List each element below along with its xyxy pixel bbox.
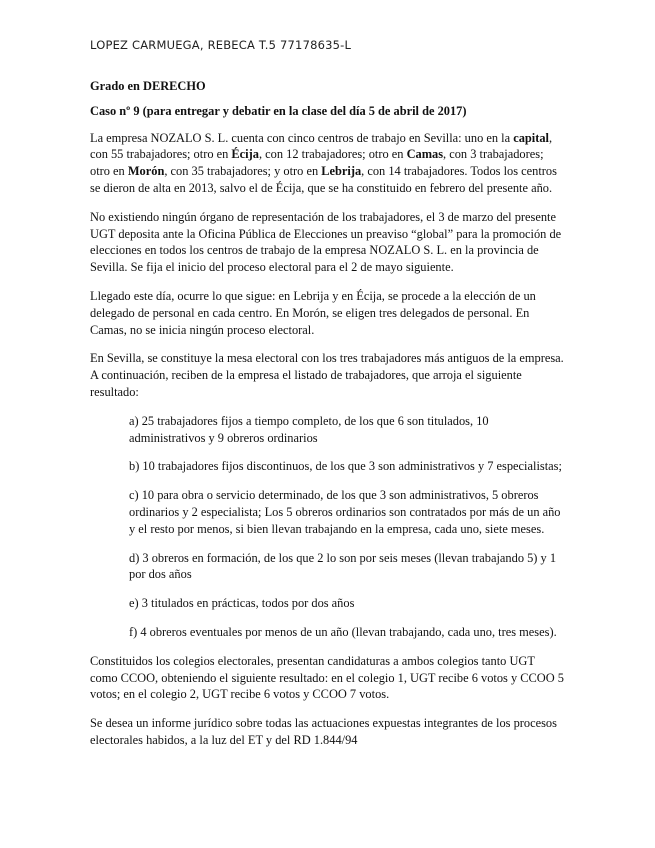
bold-moron: Morón — [127, 164, 165, 179]
paragraph-preaviso: No existiendo ningún órgano de representación de los trabajadores, el 3 de marzo del presente UGT deposita ante la Oficina Pública de Elecciones un preaviso “global” para la promoción de elecciones en todos los centros de trabajo de la empresa NOZALO S. L. en la provincia de Sevilla. Se fija el inicio del proceso electoral para el 2 de mayo siguiente. — [90, 209, 562, 275]
paragraph-mesa-electoral: En Sevilla, se constituye la mesa electoral con los tres trabajadores más antiguos de la empresa. A continuación, reciben de la empresa el listado de trabajadores, que arroja el siguiente resultado: — [90, 351, 564, 399]
bold-camas: Camas — [406, 147, 444, 162]
text-run: , con 12 trabajadores; otro en — [258, 147, 407, 162]
list-item: a) 25 trabajadores fijos a tiempo completo, de los que 6 son titulados, 10 administrativos y 9 obreros ordinarios — [129, 413, 489, 445]
bold-ecija: Écija — [231, 147, 259, 162]
list-item: f) 4 obreros eventuales por menos de un año (llevan trabajando, cada uno, tres meses). — [129, 624, 557, 639]
bold-lebrija: Lebrija — [321, 164, 362, 179]
case-title: Caso nº 9 (para entregar y debatir en la clase del día 5 de abril de 2017) — [90, 103, 467, 118]
page-header: LOPEZ CARMUEGA, REBECA T.5 77178635-L — [90, 38, 352, 52]
paragraph-elecciones: Llegado este día, ocurre lo que sigue: en Lebrija y en Écija, se procede a la elección de un delegado de personal en cada centro. En Morón, se eligen tres delegados de personal. En Camas, no se inicia ningún proceso electoral. — [90, 288, 536, 337]
list-item: d) 3 obreros en formación, de los que 2 lo son por seis meses (llevan trabajando 5) y 1 por dos años — [129, 550, 557, 582]
list-item: b) 10 trabajadores fijos discontinuos, de los que 3 son administrativos y 7 especialistas; — [129, 459, 562, 474]
paragraph-informe: Se desea un informe jurídico sobre todas las actuaciones expuestas integrantes de los procesos electorales habidos, a la luz del ET y del RD 1.844/94 — [90, 716, 557, 747]
text-run: La empresa NOZALO S. L. cuenta con cinco centros de trabajo en Sevilla: uno en la — [90, 130, 514, 145]
degree-title: Grado en DERECHO — [90, 79, 206, 93]
text-run: , con 14 trabajadores. Todos los centros se dieron de alta en 2013, salvo el de Écija, que se ha constituido en febrero del presente año. — [90, 164, 557, 195]
list-item: c) 10 para obra o servicio determinado, de los que 3 son administrativos, 5 obreros ordinarios y 2 especialista; Los 5 obreros ordinarios son contratados por más de un año y el resto por menos, si bien llevan trabajando en la empresa, cada uno, siete meses. — [129, 488, 561, 536]
paragraph-centers — [90, 130, 565, 197]
worker-list — [90, 413, 565, 641]
bold-capital: capital — [513, 130, 549, 145]
list-item: e) 3 titulados en prácticas, todos por dos años — [129, 596, 355, 611]
text-run: , con 35 trabajadores; y otro en — [164, 164, 322, 179]
paragraph-resultados: Constituidos los colegios electorales, presentan candidaturas a ambos colegios tanto UGT como CCOO, obteniendo el siguiente resultado: en el colegio 1, UGT recibe 6 votos y CCOO 5 votos; en el colegio 2, UGT recibe 6 votos y CCOO 7 votos. — [90, 653, 564, 702]
text-run: , con 3 trabajadores; otro en — [90, 147, 544, 179]
document-body — [90, 78, 565, 749]
text-run: , con 55 trabajadores; otro en — [90, 130, 553, 162]
